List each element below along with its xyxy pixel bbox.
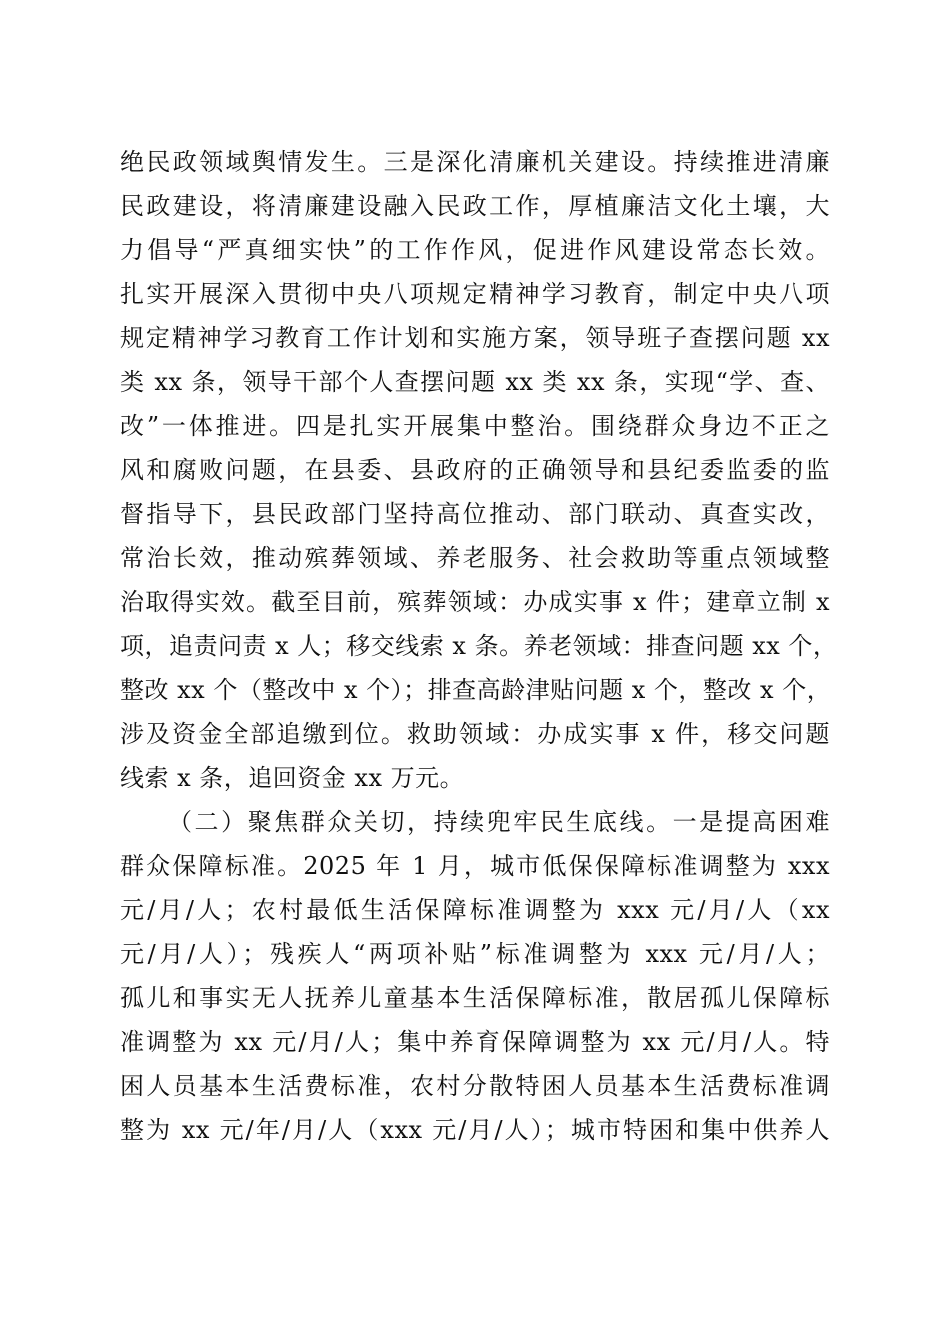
text-line: 风和腐败问题，在县委、县政府的正确领导和县纪委监委的监 <box>120 456 830 484</box>
text-line: 绝民政领域舆情发生。三是深化清廉机关建设。持续推进清廉 <box>120 148 830 176</box>
section-heading-line: （二）聚焦群众关切，持续兜牢民生底线。一是提高困难 <box>168 808 830 836</box>
text-line: 常治长效，推动殡葬领域、养老服务、社会救助等重点领域整 <box>120 544 830 572</box>
text-line: 准调整为 xx 元/月/人；集中养育保障调整为 xx 元/月/人。特 <box>120 1028 830 1056</box>
text-line: 治取得实效。截至目前，殡葬领域：办成实事 x 件；建章立制 x <box>120 588 830 616</box>
text-line: 力倡导“严真细实快”的工作作风，促进作风建设常态长效。 <box>120 236 830 264</box>
text-line: 规定精神学习教育工作计划和实施方案，领导班子查摆问题 xx <box>120 324 830 352</box>
text-line: 涉及资金全部追缴到位。救助领域：办成实事 x 件，移交问题 <box>120 720 830 748</box>
body-text <box>120 140 838 1152</box>
text-line: 民政建设，将清廉建设融入民政工作，厚植廉洁文化土壤，大 <box>120 192 830 220</box>
text-line: 改”一体推进。四是扎实开展集中整治。围绕群众身边不正之 <box>120 412 830 440</box>
text-line: 扎实开展深入贯彻中央八项规定精神学习教育，制定中央八项 <box>120 280 830 308</box>
text-line: 元/月/人）；残疾人“两项补贴”标准调整为 xxx 元/月/人； <box>120 940 830 968</box>
text-line: 类 xx 条，领导干部个人查摆问题 xx 类 xx 条，实现“学、查、 <box>120 368 830 396</box>
text-line: 孤儿和事实无人抚养儿童基本生活保障标准，散居孤儿保障标 <box>120 984 830 1012</box>
text-line: 困人员基本生活费标准，农村分散特困人员基本生活费标准调 <box>120 1072 830 1100</box>
text-line: 项，追责问责 x 人；移交线索 x 条。养老领域：排查问题 xx 个， <box>120 632 838 660</box>
text-line: 督指导下，县民政部门坚持高位推动、部门联动、真查实改， <box>120 500 830 528</box>
text-line: 元/月/人；农村最低生活保障标准调整为 xxx 元/月/人（xx <box>120 896 830 924</box>
text-line: 线索 x 条，追回资金 xx 万元。 <box>120 764 465 792</box>
text-line: 整改 xx 个（整改中 x 个）；排查高龄津贴问题 x 个，整改 x 个， <box>120 676 832 704</box>
text-line: 群众保障标准。2025 年 1 月，城市低保保障标准调整为 xxx <box>120 852 830 880</box>
text-line: 整为 xx 元/年/月/人（xxx 元/月/人）；城市特困和集中供养人 <box>120 1116 830 1144</box>
